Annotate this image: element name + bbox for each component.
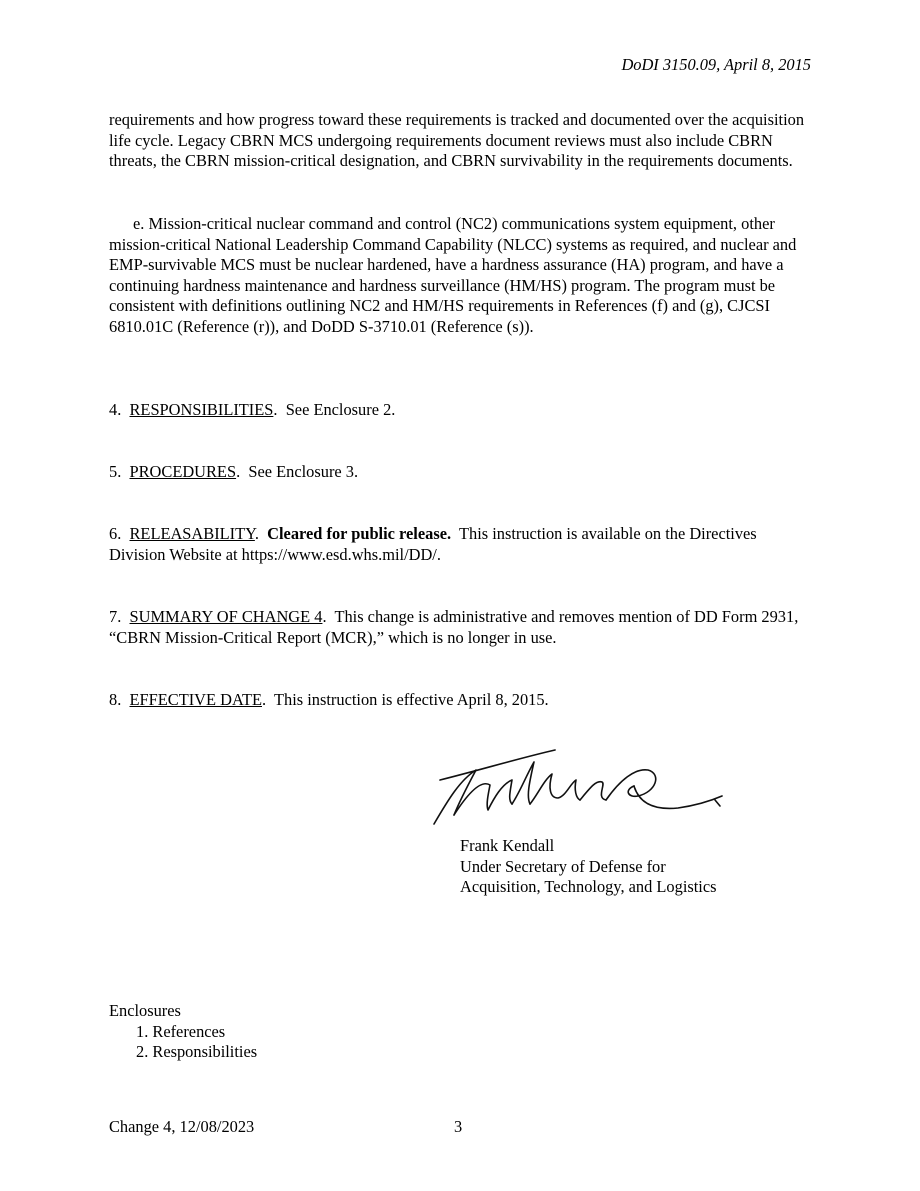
section-body: See Enclosure 3. <box>248 462 359 481</box>
signer-title-line2: Acquisition, Technology, and Logistics <box>460 877 717 897</box>
signer-name: Frank Kendall <box>460 836 555 855</box>
section-5: 5. PROCEDURES. See Enclosure 3. <box>109 462 359 481</box>
section-bold-statement: Cleared for public release. <box>267 524 452 543</box>
section-title: SUMMARY OF CHANGE 4 <box>129 607 323 626</box>
section-number: 6. <box>109 524 122 543</box>
signature-block <box>460 836 840 898</box>
page-number: 3 <box>454 1117 463 1136</box>
section-number: 8. <box>109 690 122 709</box>
section-body: This change is administrative and removes mention of DD Form 2931, “CBRN Mission-Critical Report (MCR),” which is no longer in use. <box>109 607 799 647</box>
section-4: 4. RESPONSIBILITIES. See Enclosure 2. <box>109 400 396 419</box>
enclosures-heading: Enclosures <box>109 1001 181 1020</box>
document-reference: DoDI 3150.09, April 8, 2015 <box>621 55 811 74</box>
section-number: 7. <box>109 607 122 626</box>
paragraph-continuation: requirements and how progress toward these requirements is tracked and documented over the acquisition life cycle. Legacy CBRN MCS undergoing requirements document reviews must also include CBRN threats, the CBRN mission-critical designation, and CBRN survivability in the requirements documents. <box>109 110 805 171</box>
list-item: 1. References <box>136 1021 226 1041</box>
section-number: 4. <box>109 400 122 419</box>
handwritten-signature <box>430 740 730 832</box>
section-6: 6. RELEASABILITY. Cleared for public release. This instruction is available on the Directives Division Website at https://www.esd.whs.mil/DD/. <box>109 524 757 564</box>
section-8: 8. EFFECTIVE DATE. This instruction is effective April 8, 2015. <box>109 690 549 709</box>
section-title: PROCEDURES <box>129 462 237 481</box>
paragraph-e: e. Mission-critical nuclear command and control (NC2) communications system equipment, other mission-critical National Leadership Command Capability (NLCC) systems as required, and nuclear and EMP-survivable MCS must be nuclear hardened, have a hardness assurance (HA) program, and have a continuing hardness maintenance and hardness surveillance (HM/HS) program. The program must be consistent with definitions outlining NC2 and HM/HS requirements in References (f) and (g), CJCSI 6810.01C (Reference (r)), and DoDD S-3710.01 (Reference (s)). <box>109 214 797 336</box>
section-title: RESPONSIBILITIES <box>129 400 274 419</box>
section-body: This instruction is available on the Directives Division Website at https://www.esd.whs.mil/DD/. <box>109 524 757 564</box>
enclosures-list <box>109 1001 509 1063</box>
section-7: 7. SUMMARY OF CHANGE 4. This change is administrative and removes mention of DD Form 2931, “CBRN Mission-Critical Report (MCR),” which is no longer in use. <box>109 607 799 647</box>
section-title: RELEASABILITY <box>129 524 255 543</box>
footer-change: Change 4, 12/08/2023 <box>109 1117 255 1136</box>
signer-title-line1: Under Secretary of Defense for <box>460 856 666 876</box>
section-body: See Enclosure 2. <box>285 400 396 419</box>
section-title: EFFECTIVE DATE <box>129 690 262 709</box>
section-number: 5. <box>109 462 122 481</box>
list-item: 2. Responsibilities <box>136 1042 258 1062</box>
section-body: This instruction is effective April 8, 2015. <box>274 690 549 709</box>
